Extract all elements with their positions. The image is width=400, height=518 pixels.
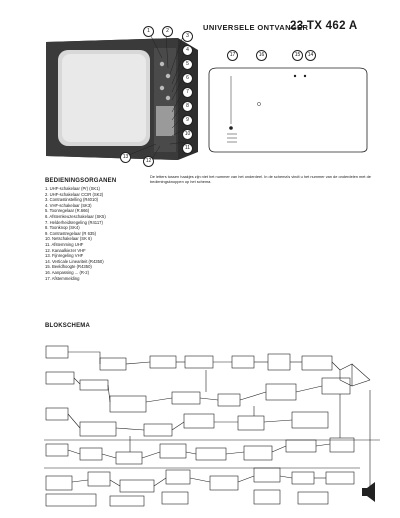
- controls-list: [45, 186, 155, 281]
- controls-list-item: 6. Afstemkeuzeschakelaar (SK5): [45, 213, 106, 219]
- controls-list-item: 13. Fijnregeling VHF: [45, 253, 84, 259]
- controls-list-item: 4. VHF-schakelaar (SK3): [45, 202, 92, 208]
- callout-14: 14: [305, 50, 316, 61]
- controls-list-item: 14. Verticale Lineariteit (R4350): [45, 258, 104, 264]
- controls-list-item: 9. Contrastregelaar (R 635): [45, 230, 96, 236]
- controls-list-item: 7. Helderheidsregeling (R4117): [45, 219, 103, 225]
- callout-2: 2: [162, 26, 173, 37]
- callout-4: 4: [182, 45, 193, 56]
- block-diagram-heading: BLOKSCHEMA: [45, 323, 90, 329]
- callout-15: 15: [292, 50, 303, 61]
- controls-list-item: 5. Toonregelaar (R.666): [45, 208, 90, 214]
- callout-6: 6: [182, 73, 193, 84]
- callout-9: 9: [182, 115, 193, 126]
- document-title: UNIVERSELE ONTVANGER: [203, 23, 309, 32]
- callout-13: 13: [120, 152, 131, 163]
- controls-list-item: 17. Afstemmelding: [45, 275, 80, 281]
- callout-12: 12: [143, 156, 154, 167]
- tv-rear-illustration: [205, 64, 371, 156]
- callout-10: 10: [182, 129, 193, 140]
- controls-list-item: 3. Contrastinstelling (R4010): [45, 197, 99, 203]
- controls-list-item: 1. UHF-schakelaar (Pr) (SK1): [45, 186, 100, 191]
- controls-heading: BEDIENINGSORGANEN: [45, 178, 117, 184]
- callout-17: 17: [227, 50, 238, 61]
- intro-paragraph: De letters tussen haakjes zijn niet het nummer van het onderdeel. In de schema's vindt u het nummer van de onderdelen met de bedieningsknoppen op het schema.: [150, 174, 371, 184]
- block-diagram: [40, 340, 385, 510]
- controls-list-item: 2. UHF-schakelaar CCIR (SK2): [45, 191, 104, 197]
- controls-list-item: 16. Aanpassing ... (R-2): [45, 269, 89, 275]
- callout-16: 16: [256, 50, 267, 61]
- callout-3: 3: [182, 31, 193, 42]
- controls-list-item: 15. Beeldhoogte (R4350): [45, 264, 92, 270]
- controls-list-item: 12. Kanaalkiezer VHF: [45, 247, 86, 253]
- controls-list-item: 8. Toonknop (SK4): [45, 225, 80, 231]
- callout-5: 5: [182, 59, 193, 70]
- callout-1: 1: [143, 26, 154, 37]
- callout-11: 11: [182, 143, 193, 154]
- controls-list-item: 11. Afstemming UHF: [45, 241, 84, 247]
- model-number: 23 TX 462 A: [290, 20, 358, 32]
- callout-8: 8: [182, 101, 193, 112]
- controls-list-item: 10. Netschakelaar (SK 6): [45, 236, 92, 242]
- callout-7: 7: [182, 87, 193, 98]
